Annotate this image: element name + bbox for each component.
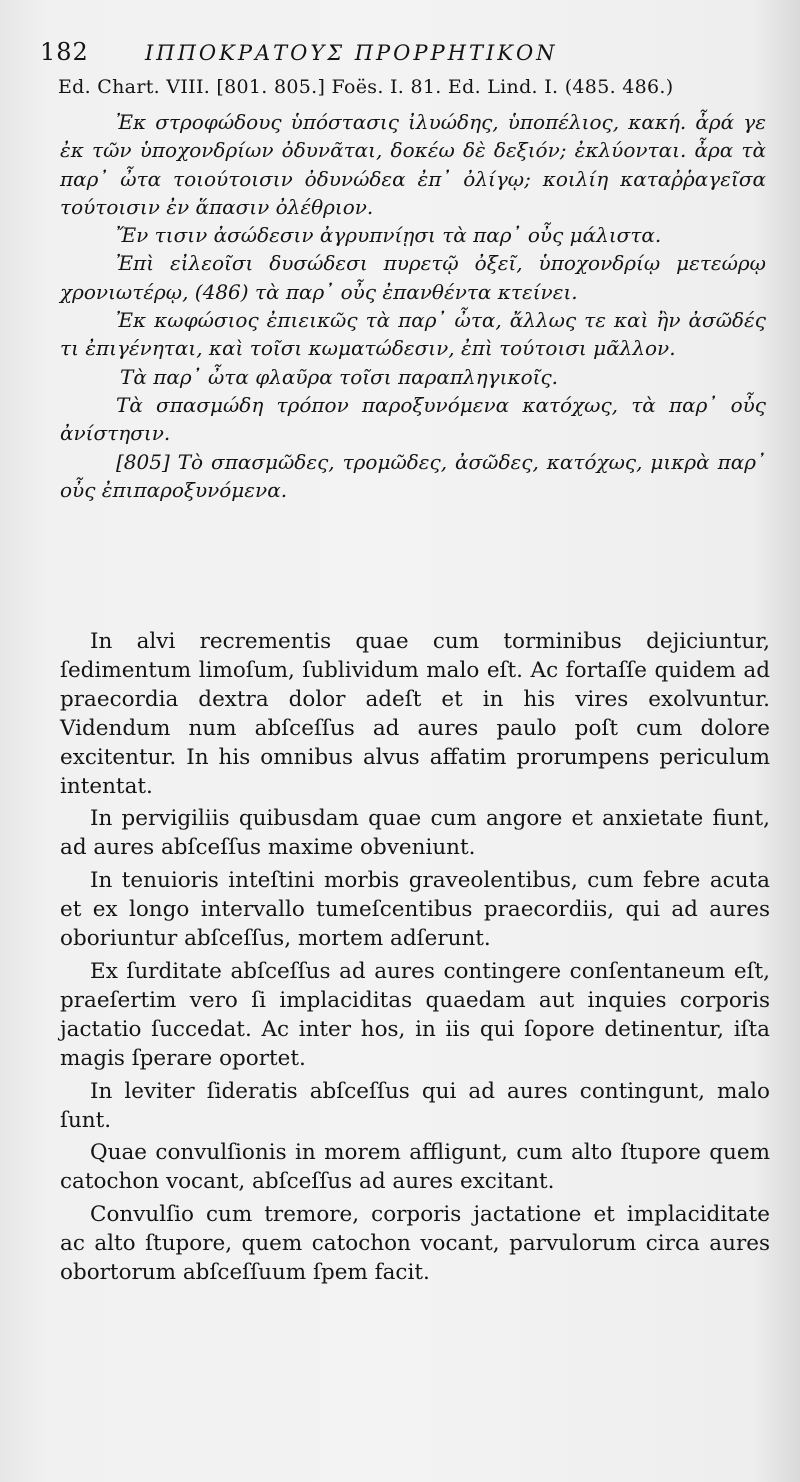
latin-paragraph: In alvi recrementis quae cum torminibus dejiciuntur, ſedimentum limoſum, ſublividum malo eſt. Ac fortaſſe quidem ad praecordia dextra dolor adeſt et in his vires exolvuntur. Videndum num abſceſſus ad aures paulo poſt cum dolore excitentur. In his omnibus alvus affatim prorumpens periculum intentat. bbox=[60, 629, 770, 799]
latin-paragraph: Ex ſurditate abſceſſus ad aures contingere conſentaneum eſt, praeſertim vero ſi implaciditas quaedam aut inquies corporis jactatio ſuccedat. Ac inter hos, in iis qui ſopore detinentur, iſta magis ſperare oportet. bbox=[60, 958, 770, 1071]
latin-paragraph: In pervigiliis quibusdam quae cum angore et anxietate fiunt, ad aures abſceſſus maxime obveniunt. bbox=[60, 806, 770, 861]
latin-paragraph: In tenuioris inteſtini morbis graveolentibus, cum febre acuta et ex longo intervallo tumeſcentibus praecordiis, qui ad aures oboriuntur abſceſſus, mortem adſerunt. bbox=[60, 868, 770, 952]
page-header bbox=[40, 38, 760, 72]
greek-paragraph: Ἔν τισιν ἀσώδεσιν ἀγρυπνίῃσι τὰ παρ᾽ οὖς μάλιστα. bbox=[116, 223, 662, 248]
greek-paragraph: Ἐκ κωφώσιος ἐπιεικῶς τὰ παρ᾽ ὦτα, ἄλλως τε καὶ ἢν ἀσῶδές τι ἐπιγένηται, καὶ τοῖσι κωματώδεσιν, ἐπὶ τούτοισι μᾶλλον. bbox=[60, 308, 766, 361]
latin-paragraph: Convulſio cum tremore, corporis jactatione et implaciditate ac alto ſtupore, quem catochon vocant, parvulorum circa aures obortorum abſceſſuum ſpem facit. bbox=[60, 1202, 770, 1286]
greek-paragraph: Τὰ παρ᾽ ὦτα φλαῦρα τοῖσι παραπληγικοῖς. bbox=[120, 364, 559, 389]
greek-text-block bbox=[60, 108, 766, 504]
greek-paragraph: Ἐκ στροφώδους ὑπόστασις ἰλυώδης, ὑποπέλιος, κακή. ἆρά γε ἐκ τῶν ὑποχονδρίων ὀδυνᾶται, δοκέω δὲ δεξιόν; ἐκλύονται. ἆρα τὰ παρ᾽ ὦτα τοιούτοισιν ὀδυνώδεα ἐπ᾽ ὀλίγῳ; κοιλίη καταῤῥαγεῖσα τούτοισιν ἐν ἅπασιν ὀλέθριον. bbox=[60, 110, 766, 219]
latin-text-block bbox=[60, 628, 770, 1288]
edition-reference-line: Ed. Chart. VIII. [801. 805.] Foës. I. 81. Ed. Lind. I. (485. 486.) bbox=[58, 76, 674, 98]
page-number: 182 bbox=[40, 38, 89, 66]
latin-paragraph: In leviter ſideratis abſceſſus qui ad aures contingunt, malo ſunt. bbox=[60, 1078, 770, 1133]
greek-paragraph: Τὰ σπασμώδη τρόπον παροξυνόμενα κατόχως, τὰ παρ᾽ οὖς ἀνίστησιν. bbox=[60, 392, 766, 446]
greek-paragraph: Ἐπὶ εἰλεοῖσι δυσώδεσι πυρετῷ ὀξεῖ, ὑποχονδρίῳ μετεώρῳ χρονιωτέρῳ, (486) τὰ παρ᾽ οὖς ἐπανθέντα κτείνει. bbox=[60, 251, 766, 304]
latin-paragraph: Quae convulſionis in morem affligunt, cum alto ſtupore quem catochon vocant, abſceſſus ad aures excitant. bbox=[60, 1140, 770, 1195]
running-title: ΙΠΠΟΚΡΑΤΟΥΣ ΠΡΟΡΡΗΤΙΚΟΝ bbox=[145, 41, 558, 65]
greek-paragraph: [805] Τὸ σπασμῶδες, τρομῶδες, ἀσῶδες, κατόχως, μικρὰ παρ᾽ οὖς ἐπιπαροξυνόμενα. bbox=[60, 449, 766, 502]
